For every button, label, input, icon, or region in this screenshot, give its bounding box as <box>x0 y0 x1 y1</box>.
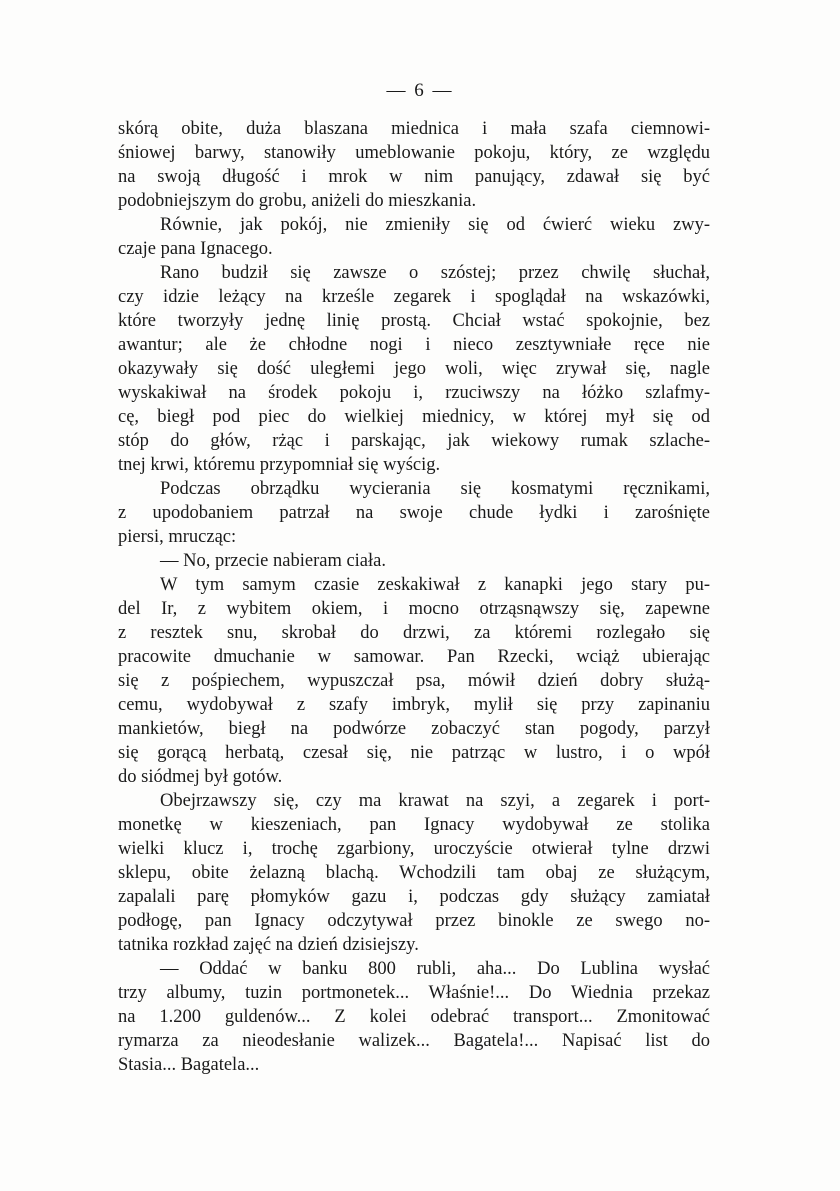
text-line: monetkę w kieszeniach, pan Ignacy wydobywał ze stolika <box>118 815 710 835</box>
text-line: awantur; ale że chłodne nogi i nieco zesztywniałe ręce nie <box>118 335 710 355</box>
text-line: czaje pana Ignacego. <box>118 239 273 259</box>
text-line: się gorącą herbatą, czesał się, nie patrząc w lustro, i o wpół <box>118 743 710 763</box>
text-line: Obejrzawszy się, czy ma krawat na szyi, a zegarek i port- <box>160 791 710 811</box>
text-line: Stasia... Bagatela... <box>118 1055 260 1075</box>
text-line: trzy albumy, tuzin portmonetek... Właśnie!... Do Wiednia przekaz <box>118 983 710 1003</box>
text-line: okazywały się dość uległemi jego woli, więc zrywał się, nagle <box>118 359 710 379</box>
text-line: W tym samym czasie zeskakiwał z kanapki jego stary pu- <box>160 575 710 595</box>
text-line: — No, przecie nabieram ciała. <box>160 551 386 571</box>
text-line: cę, biegł pod piec do wielkiej miednicy, w której mył się od <box>118 407 710 427</box>
text-line: podłogę, pan Ignacy odczytywał przez binokle ze swego no- <box>118 911 710 931</box>
text-line: się z pośpiechem, wypuszczał psa, mówił dzień dobry służą- <box>118 671 710 691</box>
text-line: podobniejszym do grobu, aniżeli do mieszkania. <box>118 191 477 211</box>
text-line: czy idzie leżący na krześle zegarek i spoglądał na wskazówki, <box>118 287 710 307</box>
text-line: wyskakiwał na środek pokoju i, rzuciwszy na łóżko szlafmy- <box>118 383 710 403</box>
text-line: pracowite dmuchanie w samowar. Pan Rzecki, wciąż ubierając <box>118 647 710 667</box>
text-line: zapalali parę płomyków gazu i, podczas gdy służący zamiatał <box>118 887 710 907</box>
text-line: piersi, mrucząc: <box>118 527 237 547</box>
text-line: tnej krwi, któremu przypomniał się wyścig. <box>118 455 441 475</box>
text-line: Rano budził się zawsze o szóstej; przez chwilę słuchał, <box>160 263 710 283</box>
text-line: — Oddać w banku 800 rubli, aha... Do Lublina wysłać <box>160 959 710 979</box>
body-text <box>118 117 710 1077</box>
text-line: Równie, jak pokój, nie zmieniły się od ćwierć wieku zwy- <box>160 215 710 235</box>
text-line: z resztek snu, skrobał do drzwi, za któremi rozlegało się <box>118 623 710 643</box>
text-line: sklepu, obite żelazną blachą. Wchodzili tam obaj ze służącym, <box>118 863 710 883</box>
page-number: — 6 — <box>386 80 454 101</box>
text-line: na swoją długość i mrok w nim panujący, zdawał się być <box>118 167 710 187</box>
text-line: skórą obite, duża blaszana miednica i mała szafa ciemnowi- <box>118 119 710 139</box>
text-line: del Ir, z wybitem okiem, i mocno otrząsnąwszy się, zapewne <box>118 599 710 619</box>
text-line: rymarza za nieodesłanie walizek... Bagatela!... Napisać list do <box>118 1031 710 1051</box>
text-line: śniowej barwy, stanowiły umeblowanie pokoju, który, ze względu <box>118 143 710 163</box>
text-line: cemu, wydobywał z szafy imbryk, mylił się przy zapinaniu <box>118 695 710 715</box>
text-line: na 1.200 guldenów... Z kolei odebrać transport... Zmonitować <box>118 1007 710 1027</box>
text-line: tatnika rozkład zajęć na dzień dzisiejszy. <box>118 935 419 955</box>
text-line: wielki klucz i, trochę zgarbiony, uroczyście otwierał tylne drzwi <box>118 839 710 859</box>
text-line: Podczas obrządku wycierania się kosmatymi ręcznikami, <box>160 479 710 499</box>
text-line: które tworzyły jednę linię prostą. Chciał wstać spokojnie, bez <box>118 311 710 331</box>
text-line: mankietów, biegł na podwórze zobaczyć stan pogody, parzył <box>118 719 710 739</box>
text-line: do siódmej był gotów. <box>118 767 283 787</box>
text-line: stóp do głów, rżąc i parskając, jak wiekowy rumak szlache- <box>118 431 710 451</box>
text-line: z upodobaniem patrzał na swoje chude łydki i zarośnięte <box>118 503 710 523</box>
